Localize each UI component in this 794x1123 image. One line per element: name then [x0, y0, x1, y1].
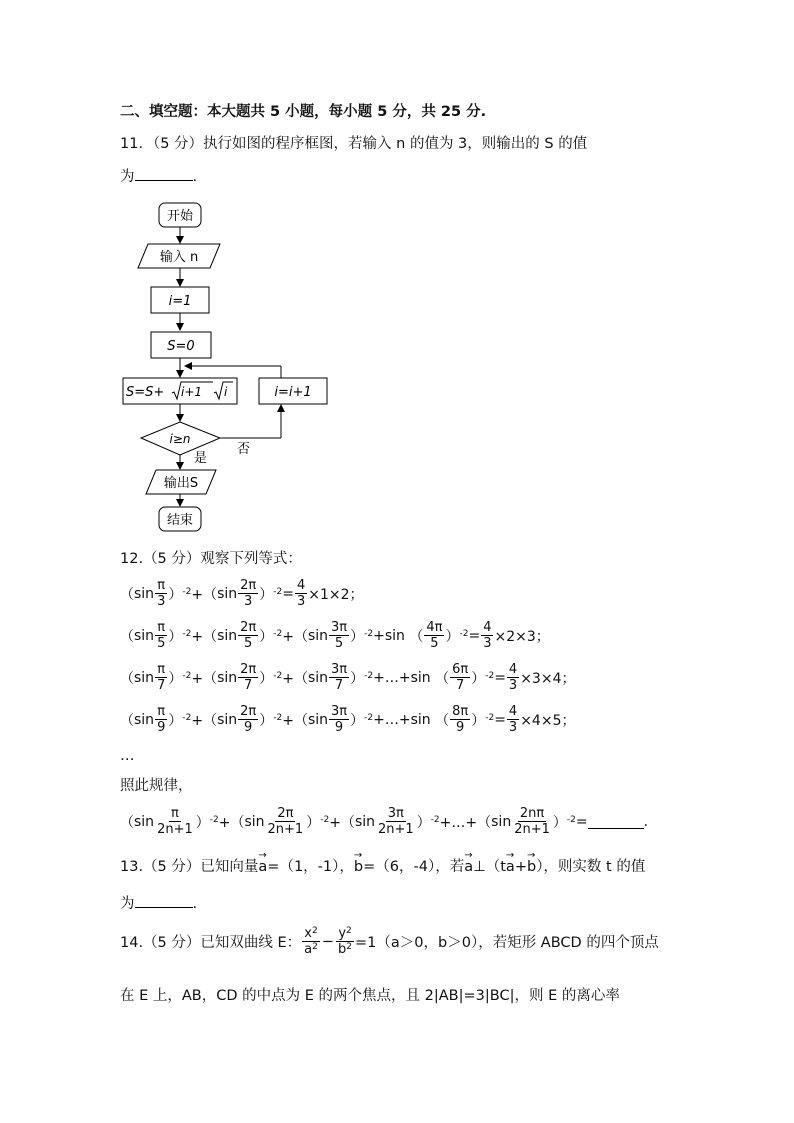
q12-row-1: （ sin $\frac{\pi}{3}$ ） -2 +（ sin $\frac{2\pi}{3}$ ） -2 = $\frac{4}{3}$ ×1×2；: [120, 578, 364, 609]
row-tail: ×1×2；: [308, 586, 364, 603]
fraction-y2-b2: $\frac{y^2}{b^2}$: [338, 926, 353, 957]
fraction: $\frac{\pi}{3}$: [157, 578, 166, 609]
increment-label: i=i+1: [274, 385, 312, 400]
no-label: 否: [237, 442, 251, 457]
start-label: 开始: [166, 209, 194, 224]
q12-row-4: （ sin $\frac{\pi}{9}$ ） -2 +（ sin $\frac{2\pi}{9}$ ） -2 +（ sin $\frac{3\pi}{9}$ ） -2 +…+ sin （ $\frac{8\pi}{9}$ ） -2 = $\frac{4}{3}$ ×4×5；: [120, 704, 576, 735]
output-label: 输出S: [163, 476, 199, 491]
section-title: 二、填空题：本大题共 5 小题，每小题 5 分，共 25 分.: [120, 104, 487, 120]
q13-line1: 13.（5 分）已知向量→ a=（1，-1），→ b=（6，-4），若→ a⊥（t→ a+→ b），则实数 t 的值: [120, 857, 645, 877]
init-s-label: S=0: [167, 339, 195, 354]
input-label: 输入 n: [159, 250, 199, 265]
condition-label: i≥n: [169, 432, 191, 446]
fraction: $\frac{4}{3}$: [296, 578, 306, 609]
yes-label: 是: [194, 451, 208, 466]
fraction: $\frac{2\pi}{3}$: [240, 578, 257, 609]
vector-a: → a: [464, 857, 473, 877]
init-i-label: i=1: [168, 294, 192, 309]
q12-row-3: （ sin $\frac{\pi}{7}$ ） -2 +（ sin $\frac{2\pi}{7}$ ） -2 +（ sin $\frac{3\pi}{7}$ ） -2 +…+ sin （ $\frac{6\pi}{7}$ ） -2 = $\frac{4}{3}$ ×3×4；: [120, 662, 576, 693]
answer-blank-11[interactable]: [135, 166, 193, 181]
q14-line2: 在 E 上，AB，CD 的中点为 E 的两个焦点，且 2|AB|=3|BC|，则 E 的离心率: [120, 988, 620, 1004]
vector-a: → a: [506, 857, 515, 877]
answer-blank-13[interactable]: [135, 893, 193, 908]
q14-line1: 14.（5 分）已知双曲线 E： $\frac{x^2}{a^2}$ − $\frac{y^2}{b^2}$ =1（a＞0，b＞0），若矩形 ABCD 的四个顶点: [120, 926, 659, 957]
q13-line2: 为 .: [120, 893, 197, 914]
end-label: 结束: [166, 513, 194, 528]
vector-b: → b: [527, 857, 536, 877]
q12-ellipsis: …: [120, 748, 135, 764]
q11-line2-text: 为: [120, 169, 135, 185]
q11-line2: 为 .: [120, 166, 197, 187]
q12-conclude: 照此规律，: [120, 778, 193, 794]
q11-line1: 11．（5 分）执行如图的程序框图，若输入 n 的值为 3，则输出的 S 的值: [120, 136, 588, 152]
flowchart: [110, 195, 350, 540]
fraction-x2-a2: $\frac{x^2}{a^2}$: [304, 926, 318, 957]
sin-text: sin: [134, 585, 155, 602]
vector-b: → b: [354, 857, 363, 877]
sin-text: sin: [217, 585, 238, 602]
q12-intro: 12.（5 分）观察下列等式：: [120, 551, 302, 567]
update-s-rad1: i+1: [181, 385, 203, 399]
vector-a: → a: [258, 857, 267, 877]
update-s-left: S=S+: [126, 385, 165, 400]
update-s-rad2: i: [224, 385, 228, 399]
q12-row-2: （ sin $\frac{\pi}{5}$ ） -2 +（ sin $\frac{2\pi}{5}$ ） -2 +（ sin $\frac{3\pi}{5}$ ） -2 + sin （ $\frac{4\pi}{5}$ ） -2 = $\frac{4}{3}$ ×2×3；: [120, 620, 550, 651]
q12-general: （ sin $\frac{\pi}{2n+1}$ ） -2 +（ sin $\frac{2\pi}{2n+1}$ ） -2 +（ sin $\frac{3\pi}{2n+1}$ ） -2 +…+（ sin $\frac{2n\pi}{2n+1}$ ） -2 = .: [120, 806, 649, 837]
answer-blank-12[interactable]: [588, 814, 644, 829]
